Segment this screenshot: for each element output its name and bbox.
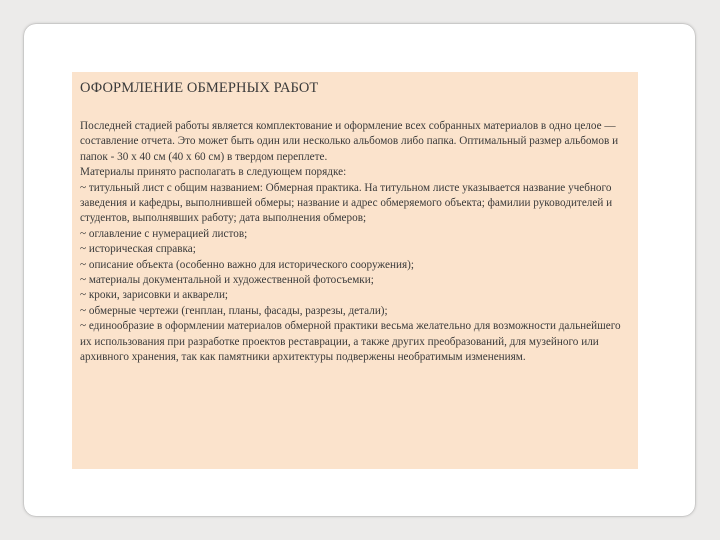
content-box	[72, 72, 638, 469]
list-item-title-page: ~ титульный лист с общим названием: Обмерная практика. На титульном листе указывается название учебного заведения и кафедры, выполнившей обмеры; название и адрес обмеряемого объекта; фамилии руководителей и студентов, выполнявших работу; дата выполнения обмеров;	[80, 181, 613, 225]
list-item-contents: ~ оглавление с нумерацией листов;	[80, 227, 248, 240]
list-item-photos: ~ материалы документальной и художественной фотосъемки;	[80, 274, 374, 287]
slide	[24, 24, 695, 516]
list-item-history: ~ историческая справка;	[80, 243, 196, 256]
slide-body	[80, 119, 630, 366]
list-item-description: ~ описание объекта (особенно важно для исторического сооружения);	[80, 258, 414, 271]
paragraph-order: Материалы принято располагать в следующем порядке:	[80, 166, 347, 179]
list-item-uniformity: ~ единообразие в оформлении материалов обмерной практики весьма желательно для возможности дальнейшего их использования при разработке проектов реставрации, а также других преобразований, для музейного или архивного хранения, так как памятники архитектуры подвержены необратимым изменениям.	[80, 320, 621, 364]
list-item-drawings: ~ обмерные чертежи (генплан, планы, фасады, разрезы, детали);	[80, 304, 388, 317]
paragraph-intro: Последней стадией работы является комплектование и оформление всех собранных материалов в одно целое — составление отчета. Это может быть один или несколько альбомов либо папка. Оптимальный размер альбомов и папок - 30 х 40 см (40 х 60 см) в твердом переплете.	[80, 120, 619, 163]
slide-title: ОФОРМЛЕНИЕ ОБМЕРНЫХ РАБОТ	[80, 80, 319, 96]
list-item-sketches: ~ кроки, зарисовки и акварели;	[80, 289, 229, 302]
